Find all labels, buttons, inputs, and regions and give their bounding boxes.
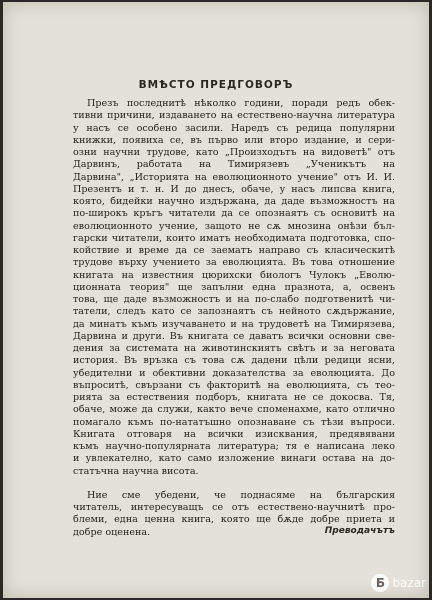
text-line: да минатъ къмъ изучаването и на трудоветѣ на Тимирязева, <box>73 318 395 330</box>
text-line: Презентъ и т. н. И до днесъ, обаче, у насъ липсва книга, <box>73 183 395 195</box>
watermark-icon: Б <box>371 574 389 592</box>
text-line: озни научни трудове, като „Произходътъ на видоветѣ" отъ <box>73 147 395 158</box>
text-line: Ние сме убедени, че поднасяме на българския <box>87 489 395 501</box>
text-line: тивни причини, издаването на естествено-научна литература <box>73 110 395 122</box>
signature: Преводачътъ <box>324 526 395 536</box>
text-line: въпроситѣ, свързани съ факторитѣ на еволюцията, съ тео- <box>73 379 395 391</box>
text-line: ционната теория" ще запълни една празнота, а, освенъ <box>73 281 395 293</box>
text-line: която, бидейки научно издържана, да даде възможностъ на <box>73 196 395 207</box>
text-line: статъчна научна висота. <box>73 465 199 477</box>
text-line: койствие и време да се заематъ направо съ класическитѣ <box>73 245 395 256</box>
text-line: история. Въ връзка съ това сѫ дадени цѣли редици ясни, <box>73 355 395 367</box>
text-line: по-широкъ кръгъ читатели да се опознаятъ съ основитѣ на <box>73 208 395 220</box>
text-line: еволюционното учение, защото не сѫ мнозина онѣзи бъл- <box>73 220 395 232</box>
text-line: читатель, интересуващъ се отъ естествено-научнитѣ про- <box>73 502 395 513</box>
text-line: добре оценена. <box>73 526 151 538</box>
watermark-logo <box>371 574 426 592</box>
text-line: дения за системата на животинскиятъ свѣтъ и за неговата <box>73 343 395 354</box>
text-line: книгата на известния цюрихски биологъ Чулокъ „Еволю- <box>73 269 395 281</box>
text-line: гарски читатели, които иматъ необходимата подготовка, спо- <box>73 232 395 244</box>
text-line: Дарвина и други. Въ книгата се даватъ всички основни све- <box>73 330 395 342</box>
book-page <box>3 2 429 598</box>
watermark-text: bazar <box>392 576 426 590</box>
text-line: помагало къмъ по-нататъшно опознаване съ тѣзи въпроси. <box>73 416 395 428</box>
text-line: това, ще даде възможностъ и на по-слабо подготвенитѣ чи- <box>73 294 395 305</box>
text-line: у насъ се особено засили. Наредъ съ редица популярни <box>73 122 395 134</box>
text-line: Презъ последнитѣ нѣколко години, поради редъ обек- <box>87 98 395 109</box>
text-line: книжки, появиха се, въ първо или второ издание, и сери- <box>73 134 395 146</box>
text-line: татели, следъ като се запознаятъ съ нейното сѫдържание, <box>73 306 395 318</box>
paragraph-gap <box>73 478 395 490</box>
text-line: Дарвинъ, работата на Тимирязевъ „Ученикътъ на <box>73 159 395 171</box>
text-line: Дарвина", „Историята на еволюционното учение" отъ И. И. <box>73 171 395 183</box>
text-line: убедителни и обективни доказателства за еволюцията. До <box>73 367 395 379</box>
preface-text <box>73 98 395 539</box>
text-line: блеми, една ценна книга, която ще бѫде добре приета и <box>73 514 395 526</box>
text-line: къмъ научно-популярната литература; тя е написана леко <box>73 441 395 452</box>
page-title: ВМѢСТО ПРЕДГОВОРЪ <box>138 79 294 91</box>
text-line: Книгата отговаря на всички изисквания, предявявани <box>73 428 395 440</box>
text-line: обаче, може да служи, както вече споменахме, като отлично <box>73 404 395 416</box>
text-line: рията за естествения подборъ, книгата не се докосва. Тя, <box>73 392 395 403</box>
text-line: трудове върху учението за еволюцията. Въ това отношение <box>73 257 395 269</box>
text-line: и увлекателно, като само изложение винаги остава на до- <box>73 453 395 465</box>
